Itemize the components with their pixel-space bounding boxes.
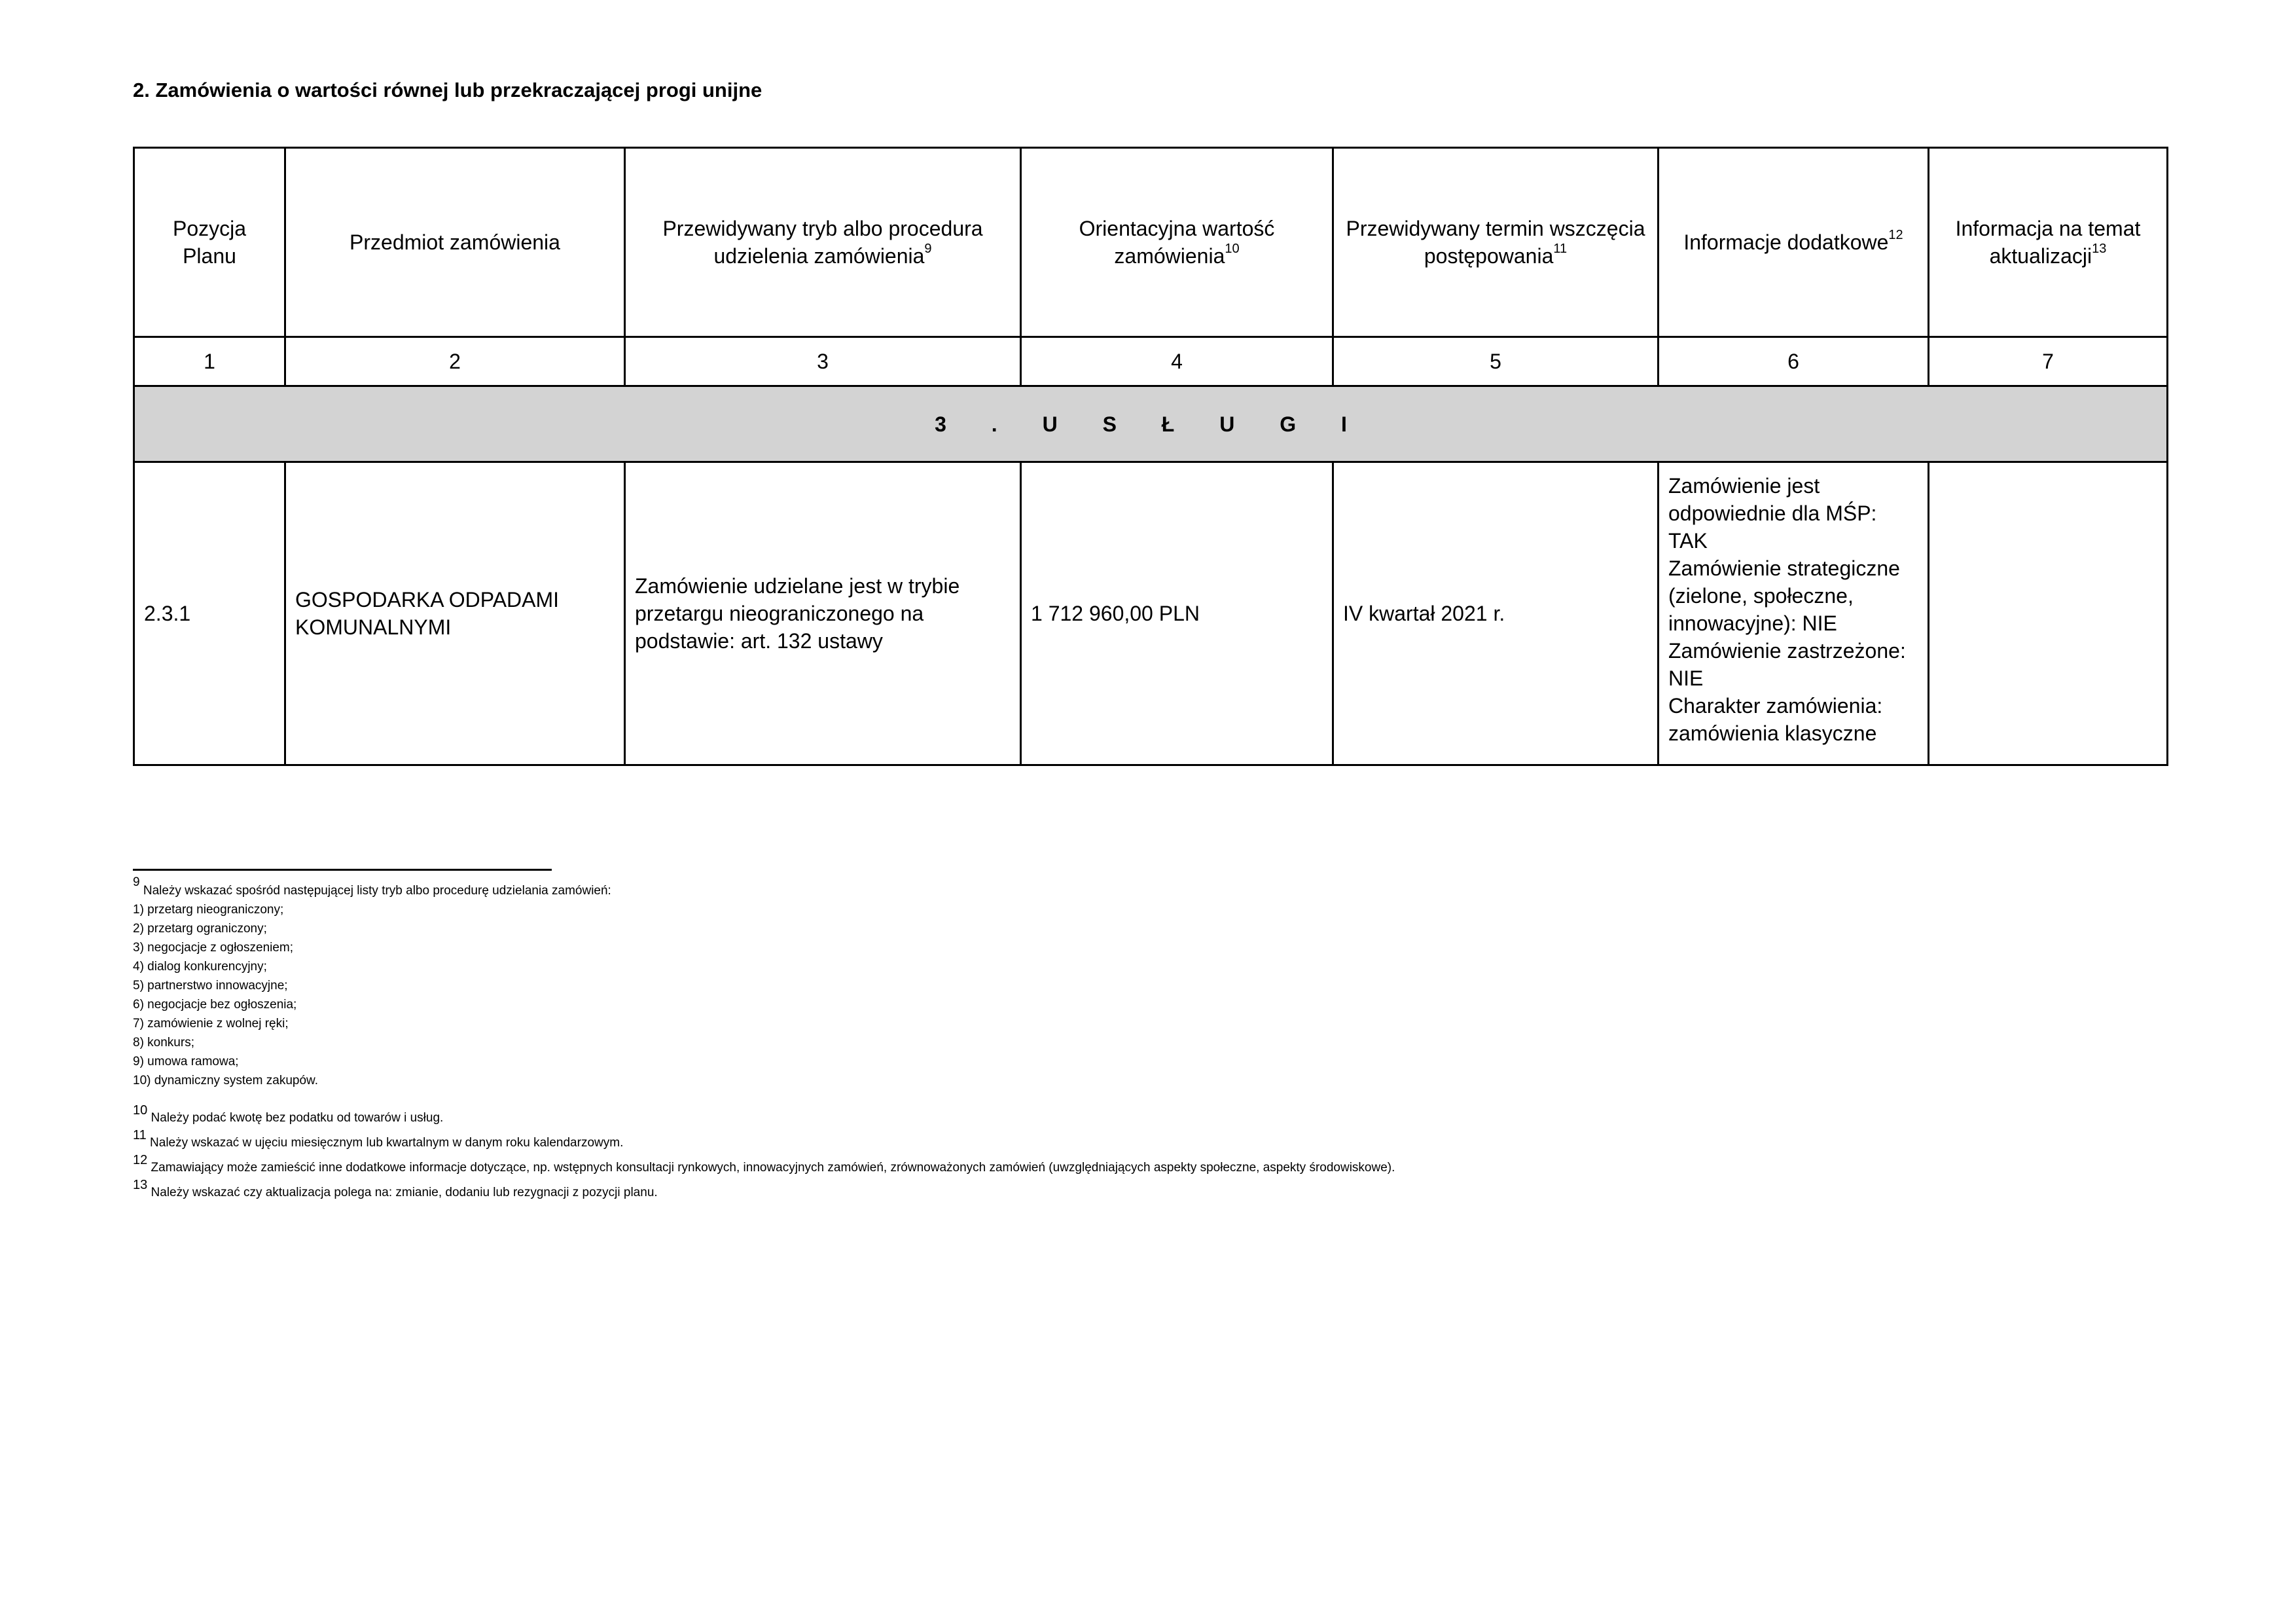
list-item: 9) umowa ramowa; bbox=[133, 1055, 239, 1068]
list-item: 4) dialog konkurencyjny; bbox=[133, 960, 267, 974]
header-cell: Przewidywany tryb albo procedura udzielenia zamówienia$^9$ bbox=[625, 148, 1021, 337]
column-number-row bbox=[134, 337, 2168, 386]
footnote-10: $^{10}$ Należy podać kwotę bez podatku od towarów i usług. bbox=[133, 1103, 444, 1125]
table-header-row bbox=[134, 148, 2168, 337]
footnote-ref[interactable]: 11 bbox=[1553, 242, 1568, 257]
list-item: 1) przetarg nieograniczony; bbox=[133, 903, 284, 917]
header-cell: Orientacyjna wartość zamówienia$^{10}$ bbox=[1021, 148, 1333, 337]
column-number: 7 bbox=[1929, 337, 2168, 386]
footnote-9: $^9$ Należy wskazać spośród następującej listy tryb albo procedurę udzielania zamówień: bbox=[133, 875, 611, 898]
footnote-separator bbox=[133, 869, 552, 871]
info-line: Zamówienie jest odpowiednie dla MŚP: TAK bbox=[1668, 474, 1877, 553]
header-cell: Przewidywany termin wszczęcia postępowania$^{11}$ bbox=[1333, 148, 1659, 337]
section-label: 3 . U S Ł U G I bbox=[134, 386, 2168, 462]
column-number: 3 bbox=[625, 337, 1021, 386]
list-item: 6) negocjacje bez ogłoszenia; bbox=[133, 998, 297, 1012]
header-cell: Informacje dodatkowe$^{12}$ bbox=[1659, 148, 1929, 337]
footnote-12: $^{12}$ Zamawiający może zamieścić inne dodatkowe informacje dotyczące, np. wstępnych konsultacji rynkowych, innowacyjnych zamówień, zrównoważonych zamówień (uwzględniających aspekty społeczne, aspekty środowiskowe). bbox=[133, 1152, 1395, 1175]
section-heading: 2. Zamówienia o wartości równej lub przekraczającej progi unijne bbox=[133, 79, 762, 101]
column-number: 4 bbox=[1021, 337, 1333, 386]
cell-position: 2.3.1 bbox=[134, 462, 285, 765]
footnote-13: $^{13}$ Należy wskazać czy aktualizacja polega na: zmianie, dodaniu lub rezygnacji z pozycji planu. bbox=[133, 1177, 658, 1199]
cell-procedure: Zamówienie udzielane jest w trybie przetargu nieograniczonego na podstawie: art. 132 ustawy bbox=[625, 462, 1021, 765]
column-number: 2 bbox=[285, 337, 625, 386]
cell-update-info bbox=[1929, 462, 2168, 765]
info-line: Zamówienie strategiczne (zielone, społeczne, innowacyjne): NIE bbox=[1668, 556, 1900, 635]
header-cell: Informacja na temat aktualizacji$^{13}$ bbox=[1929, 148, 2168, 337]
header-cell: Przedmiot zamówienia bbox=[285, 148, 625, 337]
footnotes bbox=[133, 875, 1395, 1205]
list-item: 10) dynamiczny system zakupów. bbox=[133, 1074, 319, 1087]
list-item: 8) konkurs; bbox=[133, 1036, 194, 1049]
cell-additional-info bbox=[1659, 462, 1929, 765]
column-number: 6 bbox=[1659, 337, 1929, 386]
section-row bbox=[134, 386, 2168, 462]
footnote-ref[interactable]: 13 bbox=[2092, 242, 2107, 257]
footnote-ref[interactable]: 12 bbox=[1888, 228, 1903, 243]
footnote-ref[interactable]: 9 bbox=[924, 242, 932, 257]
procurement-plan-table bbox=[133, 147, 2168, 766]
table-row bbox=[134, 462, 2168, 765]
list-item: 3) negocjacje z ogłoszeniem; bbox=[133, 941, 294, 955]
list-item: 5) partnerstwo innowacyjne; bbox=[133, 979, 288, 993]
header-cell: Pozycja Planu bbox=[134, 148, 285, 337]
list-item: 7) zamówienie z wolnej ręki; bbox=[133, 1017, 289, 1030]
cell-subject: GOSPODARKA ODPADAMI KOMUNALNYMI bbox=[285, 462, 625, 765]
footnote-11: $^{11}$ Należy wskazać w ujęciu miesięcznym lub kwartalnym w danym roku kalendarzowym. bbox=[133, 1127, 624, 1150]
column-number: 5 bbox=[1333, 337, 1659, 386]
cell-term: IV kwartał 2021 r. bbox=[1333, 462, 1659, 765]
info-line: Zamówienie zastrzeżone: NIE bbox=[1668, 639, 1906, 690]
list-item: 2) przetarg ograniczony; bbox=[133, 922, 267, 936]
footnote-ref[interactable]: 10 bbox=[1225, 242, 1240, 257]
column-number: 1 bbox=[134, 337, 285, 386]
info-line: Charakter zamówienia: zamówienia klasyczne bbox=[1668, 694, 1883, 745]
cell-value: 1 712 960,00 PLN bbox=[1021, 462, 1333, 765]
